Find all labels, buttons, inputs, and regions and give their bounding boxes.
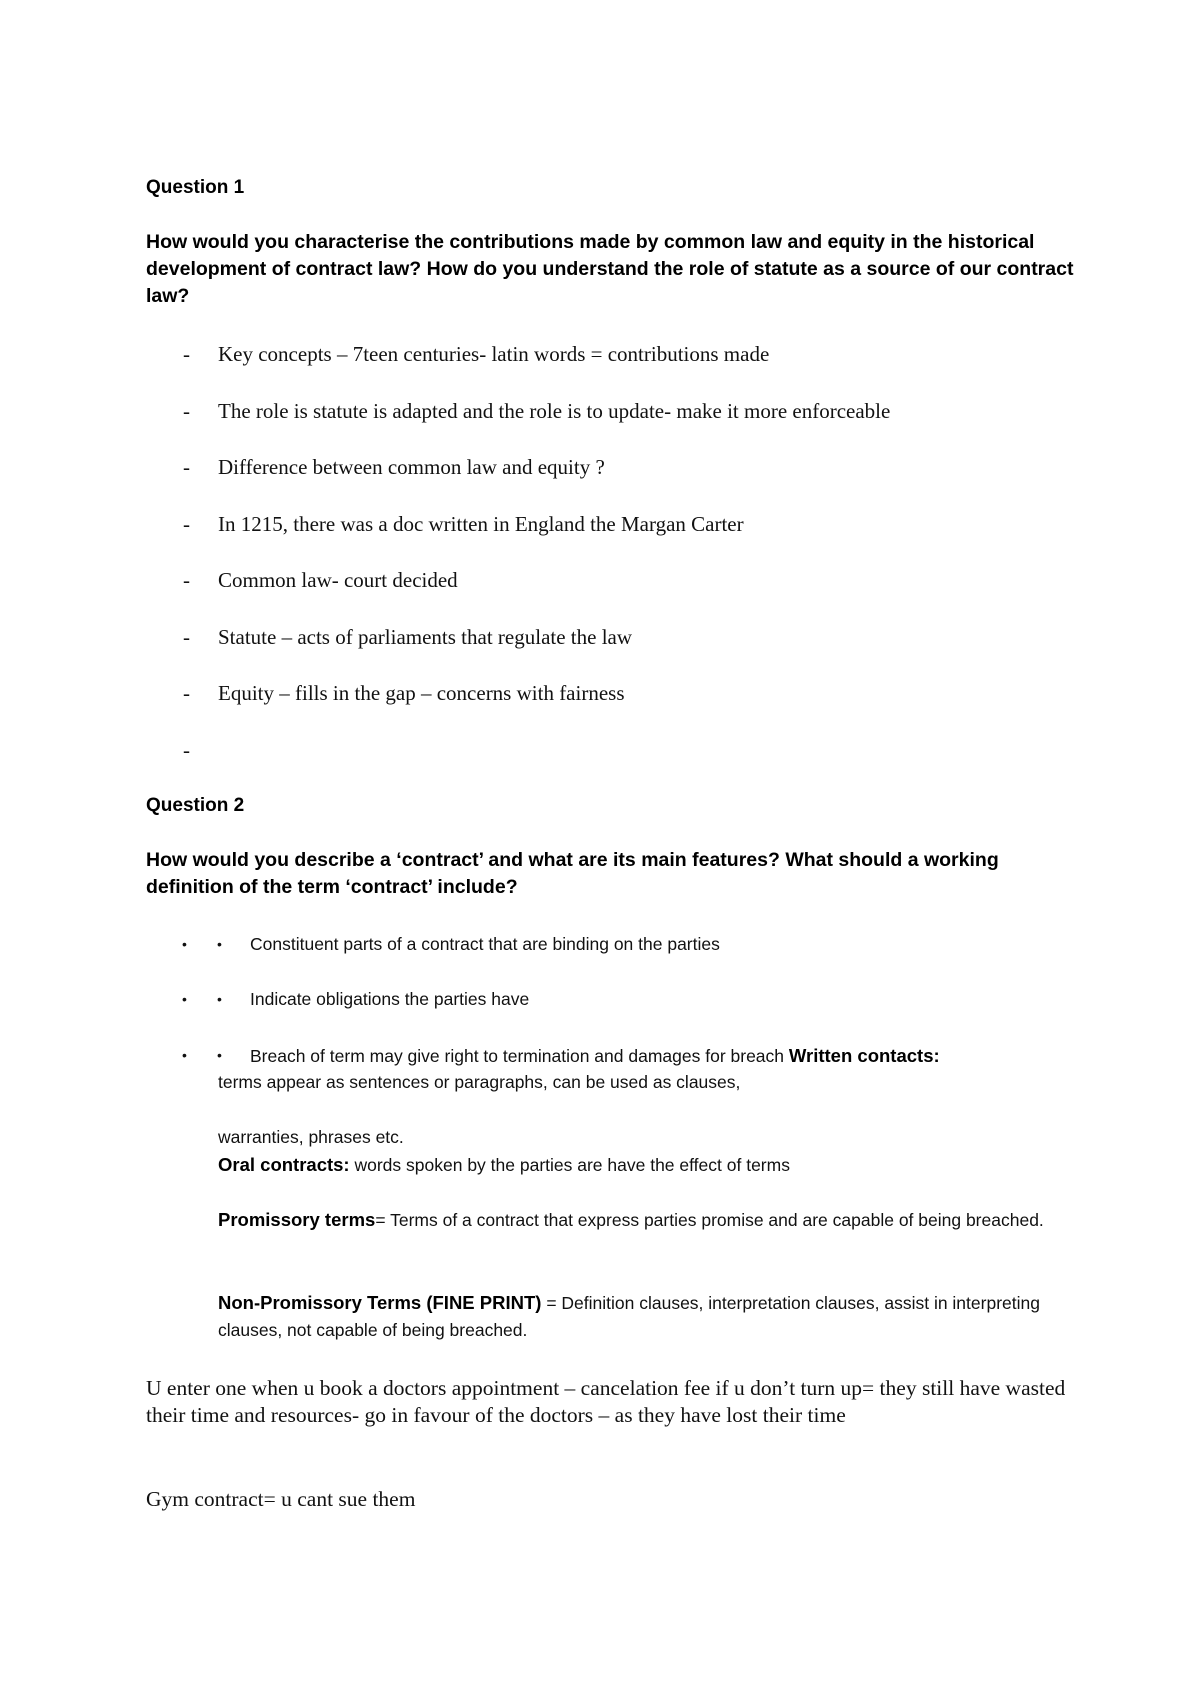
non-promissory-terms-label: Non-Promissory Terms (FINE PRINT) [218,1292,542,1313]
list-item-text: Difference between common law and equity ? [218,455,605,479]
promissory-terms-label: Promissory terms [218,1209,376,1230]
bullet-marker: • [217,991,222,1007]
oral-contracts-paragraph [218,1151,1078,1179]
question-2-heading: Question 2 [146,795,245,816]
list-item-text: Equity – fills in the gap – concerns with fairness [218,681,625,705]
gym-contract-note: Gym contract= u cant sue them [146,1487,416,1511]
list-item-text: Statute – acts of parliaments that regulate the law [218,625,633,649]
promissory-terms-paragraph [218,1206,1078,1234]
non-promissory-terms-text: = Definition clauses, interpretation clauses, assist in interpreting clauses, not capable of being breached. [218,1293,1040,1340]
non-promissory-terms-paragraph [218,1289,1078,1344]
written-contracts-text: terms appear as sentences or paragraphs, can be used as clauses, [218,1072,741,1092]
list-item-text: Key concepts – 7teen centuries- latin words = contributions made [218,342,770,366]
dash-marker: - [183,738,190,762]
breach-text: Breach of term may give right to termination and damages for breach [250,1046,785,1066]
list-item-text: The role is statute is adapted and the role is to update- make it more enforceable [218,399,891,423]
promissory-terms-text: = Terms of a contract that express parties promise and are capable of being breached. [375,1210,1044,1230]
oral-contracts-label: Oral contracts: [218,1154,350,1175]
dash-marker: - [183,399,190,423]
bullet-marker: • [182,991,187,1007]
list-item-text: Common law- court decided [218,568,458,592]
dash-marker: - [183,455,190,479]
oral-contracts-text: words spoken by the parties are have the effect of terms [354,1155,790,1175]
bullet-marker: • [182,936,187,952]
question-1-text: How would you characterise the contributions made by common law and equity in the historical development of contract law? How do you understand the role of statute as a source of our contract law? [146,231,1074,307]
dash-marker: - [183,681,190,705]
list-item-text: Constituent parts of a contract that are binding on the parties [250,934,720,954]
dash-marker: - [183,568,190,592]
bullet-marker: • [217,936,222,952]
dash-marker: - [183,512,190,536]
list-item-text: Indicate obligations the parties have [250,989,530,1009]
bullet-marker: • [217,1047,222,1063]
question-2-text: How would you describe a ‘contract’ and what are its main features? What should a working definition of the term ‘contract’ include? [146,849,999,898]
doctor-appointment-note: U enter one when u book a doctors appointment – cancelation fee if u don’t turn up= they still have wasted their time and resources- go in favour of the doctors – as they have lost their time [146,1376,1066,1427]
list-item-text: In 1215, there was a doc written in England the Margan Carter [218,512,744,536]
bullet-marker: • [182,1047,187,1063]
dash-marker: - [183,342,190,366]
written-contracts-label: Written contacts: [788,1045,940,1066]
question-1-heading: Question 1 [146,177,245,198]
list-item-text [250,1042,940,1070]
written-contracts-text-cont: warranties, phrases etc. [218,1127,404,1147]
dash-marker: - [183,625,190,649]
